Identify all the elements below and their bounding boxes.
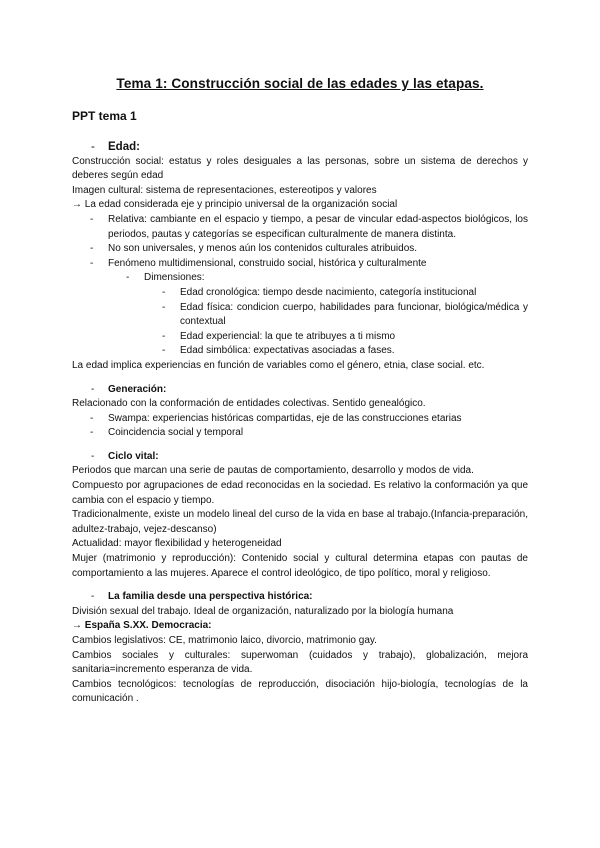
paragraph: Imagen cultural: sistema de representaciones, estereotipos y valores	[72, 184, 377, 196]
bullet-dash: -	[91, 450, 95, 462]
list-item: - Edad simbólica: expectativas asociadas a fases.	[162, 345, 395, 357]
bullet-list	[72, 412, 528, 441]
list-item: - Swampa: experiencias históricas compartidas, eje de las construcciones etarias	[90, 412, 462, 424]
paragraph: Tradicionalmente, existe un modelo lineal del curso de la vida en base al trabajo.(Infancia-preparación, adultez-trabajo, vejez-descanso)	[72, 509, 528, 535]
paragraph: Periodos que marcan una serie de pautas de comportamiento, desarrollo y modos de vida.	[72, 465, 474, 477]
page-title: Tema 1: Construcción social de las edades y las etapas.	[116, 76, 484, 91]
list-item: - Edad física: condicion cuerpo, habilidades para funcionar, biológica/médica y contextual	[162, 301, 528, 328]
list-item: - Fenómeno multidimensional, construido social, histórica y culturalmente	[90, 257, 427, 269]
paragraph: La edad implica experiencias en función de variables como el género, etnia, clase social. etc.	[72, 359, 485, 371]
paragraph: Cambios legislativos: CE, matrimonio laico, divorcio, matrimonio gay.	[72, 635, 377, 646]
heading-text: Edad:	[108, 141, 140, 153]
paragraph: División sexual del trabajo. Ideal de organización, naturalizado por la biología humana	[72, 605, 454, 617]
paragraph: Construcción social: estatus y roles desiguales a las personas, sobre un sistema de derechos y deberes según edad	[72, 155, 528, 182]
section-heading-familia	[72, 590, 528, 605]
paragraph: Compuesto por agrupaciones de edad reconocidas en la sociedad. Es relativo la conformación ya que cambia con el espacio y tiempo.	[72, 480, 528, 506]
section-heading-edad	[72, 140, 528, 155]
list-item: - Dimensiones:	[126, 272, 205, 284]
paragraph: Cambios sociales y culturales: superwoman (cuidados y trabajo), globalización, mejora sanitaria=incremento esperanza de vida.	[72, 649, 528, 676]
list-item: - Relativa: cambiante en el espacio y tiempo, a pesar de vincular edad-aspectos biológicos, los periodos, pautas y categorías se especifican culturalmente de manera distinta.	[90, 213, 528, 240]
document-body	[72, 140, 528, 707]
bullet-dash: -	[91, 591, 95, 603]
list-item: - No son universales, y menos aún los contenidos culturales atribuidos.	[90, 243, 418, 255]
heading-text: Generación:	[108, 383, 167, 395]
list-item: - Edad cronológica: tiempo desde nacimiento, categoría institucional	[162, 286, 477, 298]
paragraph: Actualidad: mayor flexibilidad y heterogeneidad	[72, 538, 282, 550]
heading-text: Ciclo vital:	[108, 450, 159, 462]
list-item: - Edad experiencial: la que te atribuyes a ti mismo	[162, 330, 396, 342]
heading-text: La familia desde una perspectiva histórica:	[108, 591, 313, 603]
paragraph: Relacionado con la conformación de entidades colectivas. Sentido genealógico.	[72, 398, 426, 410]
bullet-list	[72, 213, 528, 359]
paragraph: Cambios tecnológicos: tecnologías de reproducción, disociación hijo-biología, tecnologías de la comunicación .	[72, 678, 528, 705]
subheading-espana: → España S.XX. Democracia:	[72, 620, 212, 632]
section-heading-ciclo-vital	[72, 450, 528, 465]
bullet-dash: -	[91, 383, 95, 395]
list-item: - Coincidencia social y temporal	[90, 427, 244, 439]
bullet-dash: -	[91, 141, 95, 153]
paragraph: → La edad considerada eje y principio universal de la organización social	[72, 199, 398, 211]
page-subtitle: PPT tema 1	[72, 109, 137, 123]
paragraph: Mujer (matrimonio y reproducción): Contenido social y cultural determina etapas con pautas de comportamiento a las mujeres. Aparece el control ideológico, de tipo político, moral y religioso.	[72, 553, 528, 579]
section-heading-generacion	[72, 383, 528, 398]
